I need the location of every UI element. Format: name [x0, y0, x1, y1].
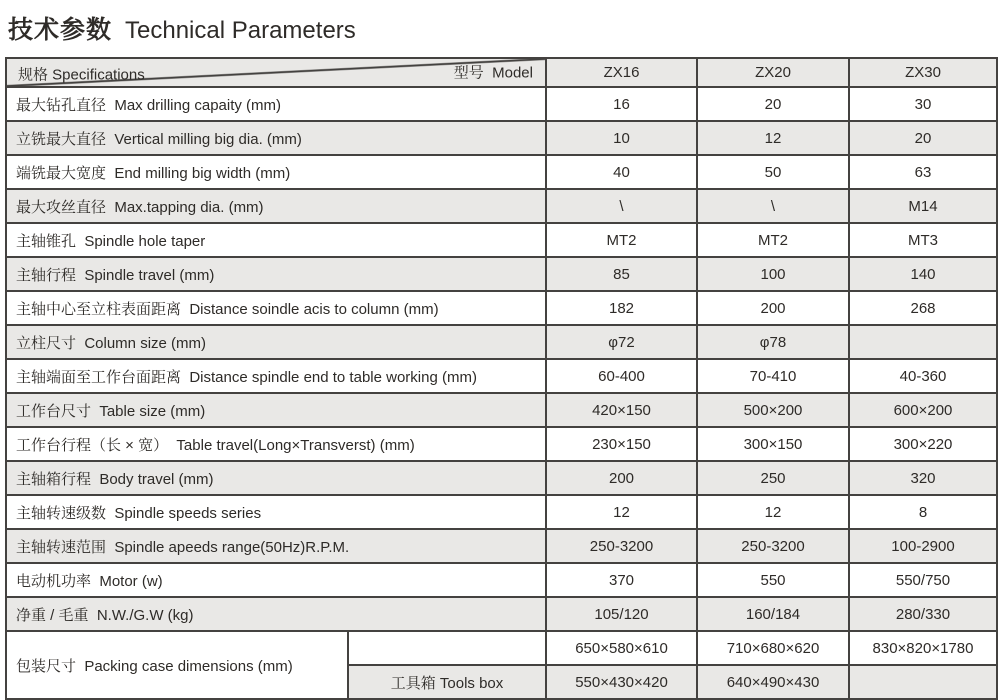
row-label: 电动机功率 Motor (w): [6, 563, 546, 597]
row-value: 20: [697, 87, 849, 121]
row-value: 250: [697, 461, 849, 495]
table-row: [6, 529, 997, 563]
row-value: 12: [546, 495, 697, 529]
row-value: 30: [849, 87, 997, 121]
row-value: \: [546, 189, 697, 223]
row-label: 工作台行程（长 × 宽） Table travel(Long×Transverst) (mm): [6, 427, 546, 461]
row-value: 12: [697, 121, 849, 155]
row-label: 主轴端面至工作台面距离 Distance spindle end to table working (mm): [6, 359, 546, 393]
table-row: [6, 427, 997, 461]
row-value: 550/750: [849, 563, 997, 597]
row-value: 100-2900: [849, 529, 997, 563]
page-title: [5, 8, 996, 57]
row-label: 主轴箱行程 Body travel (mm): [6, 461, 546, 495]
table-row: [6, 155, 997, 189]
row-label: 最大攻丝直径 Max.tapping dia. (mm): [6, 189, 546, 223]
row-value: 160/184: [697, 597, 849, 631]
page-title-en: Technical Parameters: [125, 17, 356, 44]
row-value: 16: [546, 87, 697, 121]
row-value: 550: [697, 563, 849, 597]
packing-machine-sublabel: [348, 631, 546, 665]
row-value: 70-410: [697, 359, 849, 393]
row-value: 370: [546, 563, 697, 597]
row-label: 工作台尺寸 Table size (mm): [6, 393, 546, 427]
row-value: 250-3200: [546, 529, 697, 563]
row-value: 60-400: [546, 359, 697, 393]
row-value: 40-360: [849, 359, 997, 393]
row-value: 200: [546, 461, 697, 495]
row-value: 600×200: [849, 393, 997, 427]
row-value: 320: [849, 461, 997, 495]
row-value: 105/120: [546, 597, 697, 631]
row-value: [849, 325, 997, 359]
table-row: [6, 597, 997, 631]
row-value: 420×150: [546, 393, 697, 427]
row-value: φ72: [546, 325, 697, 359]
model-column-header-zx20: ZX20: [697, 58, 849, 87]
row-value: 10: [546, 121, 697, 155]
row-value: 300×220: [849, 427, 997, 461]
corner-cell: [6, 58, 546, 87]
row-value: \: [697, 189, 849, 223]
packing-machine-value-zx30: 830×820×1780: [849, 631, 997, 665]
row-value: MT2: [697, 223, 849, 257]
packing-machine-value-zx20: 710×680×620: [697, 631, 849, 665]
row-value: 500×200: [697, 393, 849, 427]
row-value: 8: [849, 495, 997, 529]
toolsbox-label: 工具箱 Tools box: [348, 665, 546, 699]
row-value: 140: [849, 257, 997, 291]
row-label: 最大钻孔直径 Max drilling capaity (mm): [6, 87, 546, 121]
row-label: 立柱尺寸 Column size (mm): [6, 325, 546, 359]
row-value: 40: [546, 155, 697, 189]
row-value: 268: [849, 291, 997, 325]
row-value: φ78: [697, 325, 849, 359]
row-value: 50: [697, 155, 849, 189]
packing-dimensions-label: 包装尺寸 Packing case dimensions (mm): [6, 631, 348, 699]
row-value: 230×150: [546, 427, 697, 461]
row-value: 12: [697, 495, 849, 529]
table-row: [6, 325, 997, 359]
toolsbox-value-zx16: 550×430×420: [546, 665, 697, 699]
row-value: 250-3200: [697, 529, 849, 563]
table-row: [6, 257, 997, 291]
page-title-zh: 技术参数: [8, 16, 113, 44]
row-value: 200: [697, 291, 849, 325]
header-row: [6, 58, 997, 87]
table-row: [6, 495, 997, 529]
table-row: [6, 393, 997, 427]
row-value: MT3: [849, 223, 997, 257]
row-label: 主轴行程 Spindle travel (mm): [6, 257, 546, 291]
row-label: 净重 / 毛重 N.W./G.W (kg): [6, 597, 546, 631]
model-column-header-zx16: ZX16: [546, 58, 697, 87]
toolsbox-value-zx20: 640×490×430: [697, 665, 849, 699]
model-column-header-zx30: ZX30: [849, 58, 997, 87]
row-value: 85: [546, 257, 697, 291]
model-header-label: 型号 Model: [453, 64, 533, 82]
table-row: [6, 223, 997, 257]
row-value: 63: [849, 155, 997, 189]
row-label: 主轴转速级数 Spindle speeds series: [6, 495, 546, 529]
row-label: 端铣最大宽度 End milling big width (mm): [6, 155, 546, 189]
toolsbox-value-zx30: [849, 665, 997, 699]
row-value: MT2: [546, 223, 697, 257]
row-value: 280/330: [849, 597, 997, 631]
packing-machine-value-zx16: 650×580×610: [546, 631, 697, 665]
row-label: 立铣最大直径 Vertical milling big dia. (mm): [6, 121, 546, 155]
row-value: 300×150: [697, 427, 849, 461]
row-label: 主轴中心至立柱表面距离 Distance soindle acis to column (mm): [6, 291, 546, 325]
table-row: [6, 121, 997, 155]
table-row: [6, 87, 997, 121]
table-row: [6, 359, 997, 393]
table-row: [6, 189, 997, 223]
technical-parameters-table: [5, 57, 998, 700]
table-row: [6, 291, 997, 325]
packing-row-machine: [6, 631, 997, 665]
table-row: [6, 461, 997, 495]
specifications-header-label: 规格 Specifications: [18, 65, 145, 83]
row-value: 20: [849, 121, 997, 155]
row-label: 主轴转速范围 Spindle apeeds range(50Hz)R.P.M.: [6, 529, 546, 563]
row-value: M14: [849, 189, 997, 223]
row-value: 182: [546, 291, 697, 325]
table-row: [6, 563, 997, 597]
row-value: 100: [697, 257, 849, 291]
row-label: 主轴锥孔 Spindle hole taper: [6, 223, 546, 257]
